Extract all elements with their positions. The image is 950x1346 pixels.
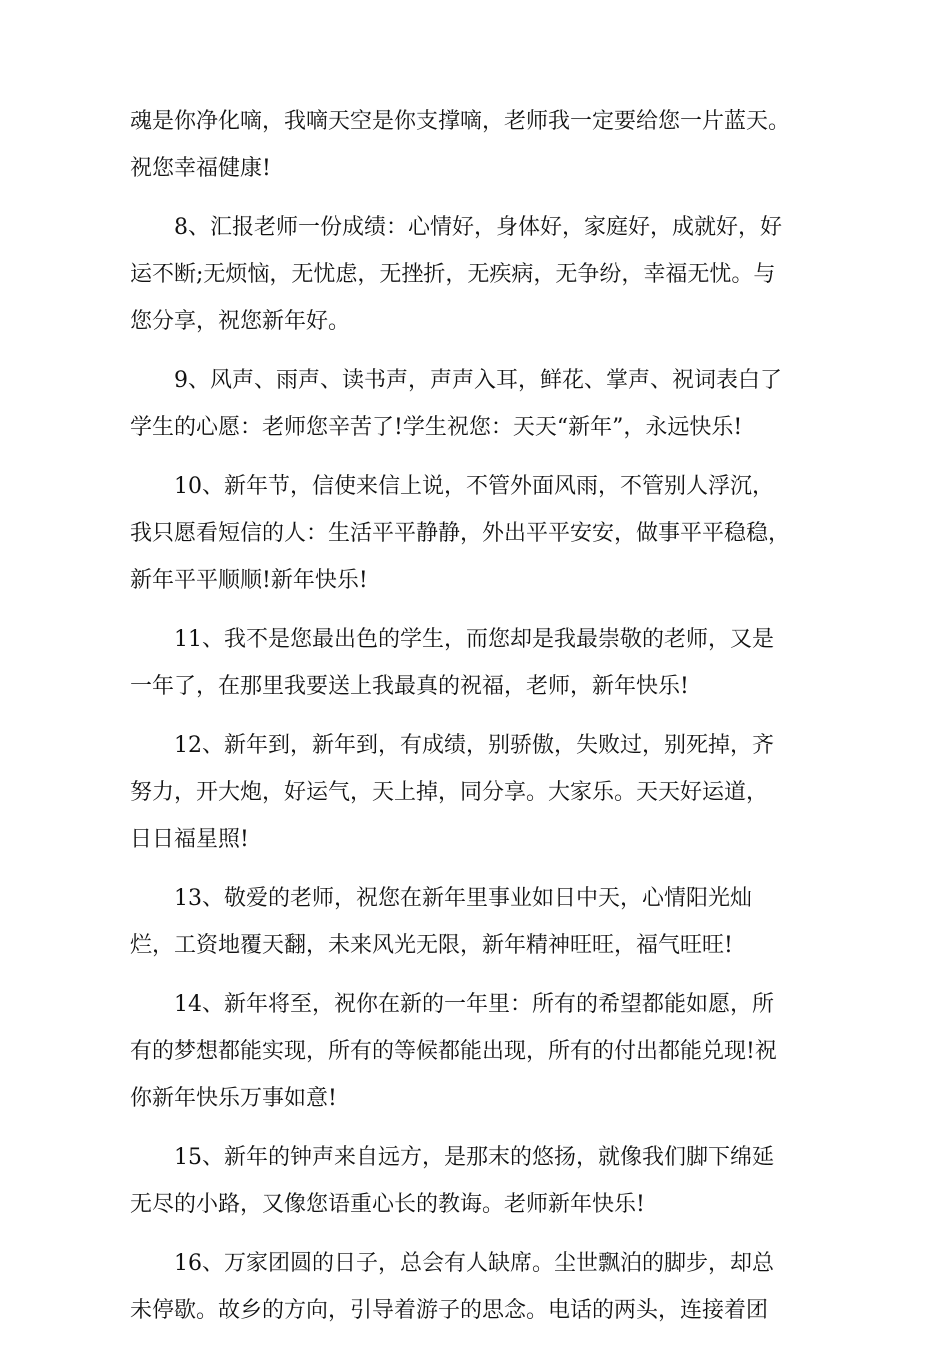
text-line: 13、敬爱的老师，祝您在新年里事业如日中天，心情阳光灿 — [174, 886, 752, 911]
text-line: 无尽的小路，又像您语重心长的教诲。老师新年快乐! — [130, 1192, 645, 1217]
paragraph-13 — [130, 875, 830, 969]
text-line: 有的梦想都能实现，所有的等候都能出现，所有的付出都能兑现!祝 — [130, 1039, 777, 1064]
text-line: 魂是你净化嘀，我嘀天空是你支撑嘀，老师我一定要给您一片蓝天。 — [130, 109, 791, 134]
text-line: 您分享，祝您新年好。 — [130, 309, 351, 334]
text-line: 8、汇报老师一份成绩：心情好，身体好，家庭好，成就好，好 — [174, 215, 782, 240]
paragraph-15 — [130, 1134, 830, 1228]
text-line: 14、新年将至，祝你在新的一年里：所有的希望都能如愿，所 — [174, 992, 774, 1017]
text-line: 祝您幸福健康! — [130, 156, 271, 181]
text-line: 一年了，在那里我要送上我最真的祝福，老师，新年快乐! — [130, 674, 689, 699]
text-line: 努力，开大炮，好运气，天上掉，同分享。大家乐。天天好运道， — [130, 780, 769, 805]
text-line: 9、风声、雨声、读书声，声声入耳，鲜花、掌声、祝词表白了 — [174, 368, 782, 393]
text-line: 10、新年节，信使来信上说，不管外面风雨，不管别人浮沉， — [174, 474, 774, 499]
text-line: 你新年快乐万事如意! — [130, 1086, 337, 1111]
text-line: 烂，工资地覆天翻，未来风光无限，新年精神旺旺，福气旺旺! — [130, 933, 733, 958]
text-line: 日日福星照! — [130, 827, 249, 852]
text-line: 11、我不是您最出色的学生，而您却是我最崇敬的老师，又是 — [174, 627, 774, 652]
paragraph-10 — [130, 463, 830, 604]
paragraph-11 — [130, 616, 830, 710]
text-line: 未停歇。故乡的方向，引导着游子的思念。电话的两头，连接着团 — [130, 1298, 769, 1323]
text-line: 15、新年的钟声来自远方，是那末的悠扬，就像我们脚下绵延 — [174, 1145, 774, 1170]
paragraph-16 — [130, 1240, 830, 1334]
text-line: 12、新年到，新年到，有成绩，别骄傲，失败过，别死掉，齐 — [174, 733, 774, 758]
paragraph-12 — [130, 722, 830, 863]
text-line: 学生的心愿：老师您辛苦了!学生祝您：天天“新年”，永远快乐! — [130, 415, 743, 440]
text-line: 运不断;无烦恼，无忧虑，无挫折，无疾病，无争纷，幸福无忧。与 — [130, 262, 776, 287]
paragraph-8 — [130, 204, 830, 345]
document-body — [130, 98, 830, 1346]
text-line: 新年平平顺顺!新年快乐! — [130, 568, 368, 593]
text-line: 16、万家团圆的日子，总会有人缺席。尘世飘泊的脚步，却总 — [174, 1251, 774, 1276]
text-line: 我只愿看短信的人：生活平平静静，外出平平安安，做事平平稳稳， — [130, 521, 791, 546]
paragraph-9 — [130, 357, 830, 451]
paragraph-14 — [130, 981, 830, 1122]
paragraph-7-continued — [130, 98, 830, 192]
